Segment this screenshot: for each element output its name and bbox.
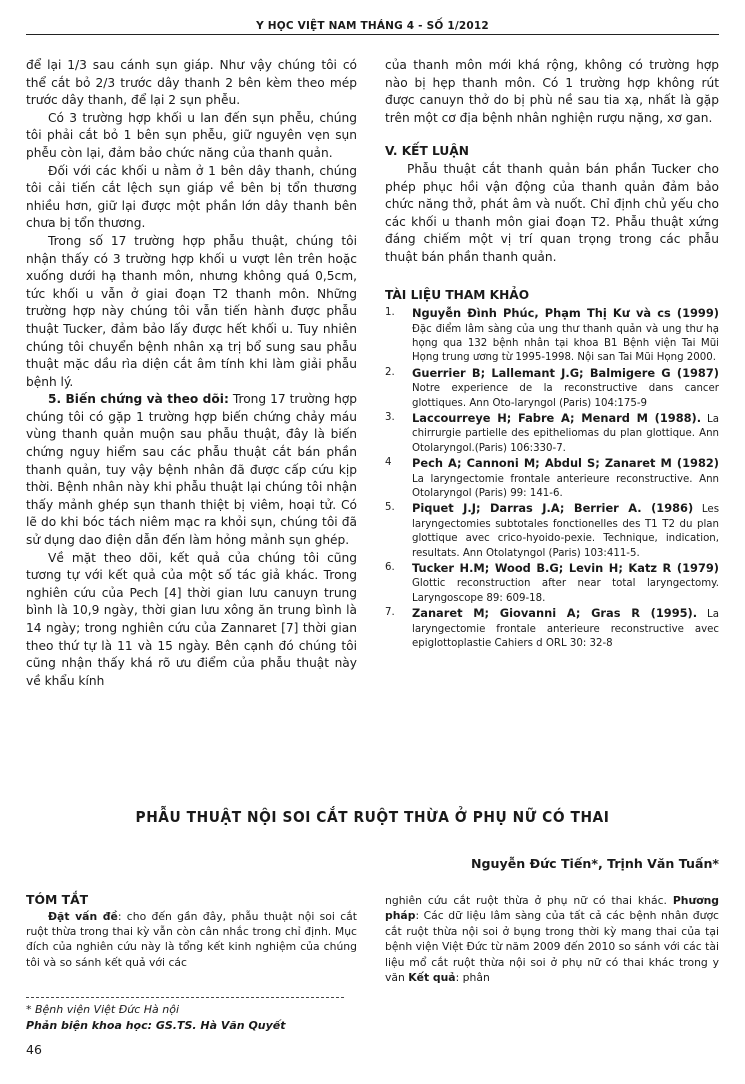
article-authors: Nguyễn Đức Tiến*, Trịnh Văn Tuấn* bbox=[470, 856, 719, 871]
paragraph: để lại 1/3 sau cánh sụn giáp. Như vậy chúng tôi có thể cắt bỏ 2/3 trước dây thanh 2 bên kèm theo mép trước dây thanh, để lại 2 sụn phễu. bbox=[26, 58, 357, 108]
header-divider bbox=[26, 34, 719, 35]
section-heading-references: TÀI LIỆU THAM KHẢO bbox=[385, 287, 530, 302]
reference-number: 2. bbox=[385, 366, 395, 378]
subsection-heading: 5. Biến chứng và theo dõi: bbox=[48, 392, 229, 407]
abstract-text: : Các dữ liệu lâm sàng của tất cả các bệnh nhân được cắt ruột thừa nội soi ở bụng trong thời kỳ mang thai của tại bệnh viện Việt Đức từ năm 2009 đến 2010 so sánh với các tài liệu mổ cắt ruột thừa nội soi ở phụ nữ có thai khác trong y văn bbox=[385, 909, 719, 985]
abstract-heading: TÓM TẮT bbox=[26, 892, 89, 907]
reference-authors: Zanaret M; Giovanni A; Gras R (1995). bbox=[412, 606, 698, 621]
reference-item bbox=[385, 501, 719, 561]
page-number: 46 bbox=[26, 1042, 42, 1057]
paragraph: Về mặt theo dõi, kết quả của chúng tôi cũng tương tự với kết quả của một số tác giả khác. Trong nghiên cứu của Pech [4] thời gian lưu canuyn trung bình là 10,9 ngày, thời gian lưu xông ăn trung bình là 14 ngày; trong nghiên cứu của Zannaret [7] thời gian theo thứ tự là 11 và 15 ngày. Bên cạnh đó chúng tôi cũng nhận thấy khá rõ ưu điểm của phẫu thuật này về khẩu kính bbox=[26, 550, 357, 688]
abstract-text: : cho đến gần đây, phẫu thuật nội soi cắt ruột thừa trong thai kỳ vẫn còn cân nhắc trong chỉ định. Mục đích của nghiên cứu này là tổng kết kinh nghiệm của chúng tôi và so sánh kết quả với các bbox=[26, 909, 357, 969]
footnote-affiliation: * Bệnh viện Việt Đức Hà nội bbox=[26, 1003, 180, 1016]
paragraph: Đối với các khối u nằm ở 1 bên dây thanh, chúng tôi cải tiến cắt lệch sụn giáp về bên bị tổn thương nhiều hơn, giữ lại được một phần lớn dây thanh bên chưa bị tổn thương. bbox=[26, 163, 357, 231]
section-heading-conclusion: V. KẾT LUẬN bbox=[385, 144, 469, 159]
reference-text: Les laryngectomies subtotales fonctionelles des T1 T2 du plan glottique avec crico-hyoido-pexie. Technique, indication, resultats. Ann Otolatyngol (Paris) 103:411-5. bbox=[412, 504, 719, 559]
reference-item bbox=[385, 306, 719, 366]
reference-authors: Piquet J.J; Darras J.A; Berrier A. (1986) bbox=[412, 501, 694, 516]
reference-text: La chirrurgie partielle des epitheliomas du plan glottique. Ann Otolaryngol.(Paris) 106:330-7. bbox=[412, 413, 719, 454]
paragraph: của thanh môn mới khá rộng, không có trường hợp nào bị hẹp thanh môn. Có 1 trường hợp không rút được canuyn thở do bị phù nề sau tia xạ, nhất là gặp trên một cơ địa bệnh nhân nghiện rượu nặng, xơ gan. bbox=[385, 58, 719, 125]
paragraph: Có 3 trường hợp khối u lan đến sụn phễu, chúng tôi phải cắt bỏ 1 bên sụn phễu, giữ nguyên vẹn sụn phễu còn lại, đảm bảo chức năng của thanh quản. bbox=[26, 110, 357, 160]
reference-number: 6. bbox=[385, 562, 395, 574]
abstract-text: nghiên cứu cắt ruột thừa ở phụ nữ có thai khác. bbox=[385, 894, 673, 907]
reference-number: 4 bbox=[385, 457, 392, 469]
reference-text: Glottic reconstruction after near total laryngectomy. Laryngoscope 89: 609-18. bbox=[412, 578, 719, 604]
paragraph-complications bbox=[26, 391, 357, 549]
reference-text: Đặc điểm lâm sàng của ung thư thanh quản và ung thư hạ họng qua 132 bệnh nhân tại khoa B1 Bệnh viện Tai Mũi Họng trung ương từ 1995-1998. Nội san Tai Mũi Họng 2000. bbox=[412, 323, 719, 364]
left-column bbox=[26, 57, 357, 690]
reference-number: 1. bbox=[385, 307, 395, 319]
abstract-label: Đặt vấn đề bbox=[48, 909, 118, 923]
reference-item bbox=[385, 411, 719, 456]
abstract-right bbox=[385, 893, 719, 985]
abstract-text: : phân bbox=[455, 971, 490, 985]
abstract-label: Kết quả bbox=[408, 971, 456, 985]
right-column bbox=[385, 57, 719, 651]
paragraph-conclusion: Phẫu thuật cắt thanh quản bán phần Tucker cho phép phục hồi vận động của thanh quản đảm bảo chức năng thở, phát âm và nuốt. Chỉ định chủ yếu cho các khối u thanh môn giai đoạn T2. Phẫu thuật xứng đáng chiếm một vị trí quan trọng trong các phẫu thuật bán phần thanh quản. bbox=[385, 161, 719, 264]
reference-text: La laryngectomie frontale anterieure reconstructive avec epiglottoplastie Cahiers d ORL 30: 32-8 bbox=[412, 609, 719, 650]
reference-authors: Nguyễn Đình Phúc, Phạm Thị Kư và cs (1999) bbox=[412, 306, 719, 321]
footnote-reviewer: Phản biện khoa học: GS.TS. Hà Văn Quyết bbox=[26, 1019, 286, 1032]
footnote-divider bbox=[26, 997, 344, 998]
reference-text: La laryngectomie frontale anterieure reconstructive. Ann Otolaryngol (Paris) 99: 141-6. bbox=[412, 473, 719, 499]
reference-item bbox=[385, 366, 719, 411]
abstract-paragraph bbox=[26, 909, 357, 971]
abstract-left bbox=[26, 891, 357, 970]
reference-number: 3. bbox=[385, 411, 395, 423]
journal-header: Y HỌC VIỆT NAM THÁNG 4 - SỐ 1/2012 bbox=[256, 20, 489, 32]
reference-number: 7. bbox=[385, 607, 395, 619]
paragraph-body: Trong 17 trường hợp chúng tôi có gặp 1 trường hợp biến chứng chảy máu vùng thanh quản muộn sau phẫu thuật, đây là biến chứng nguy hiểm sau các phẫu thuật cắt bán phần thanh quản, tuy vậy bệnh nhân đã được cấp cứu kịp thời. Bệnh nhân này khi phẫu thuật lại chúng tôi nhận thấy mảnh ghép sụn thanh thiệt bị viêm, hoại tử. Có lẽ do khi bóc tách niêm mạc ra khỏi sụn, chúng tôi đã sử dụng dao điện dẫn đến làm hỏng mảnh sụn ghép. bbox=[26, 392, 358, 548]
article-title: PHẪU THUẬT NỘI SOI CẮT RUỘT THỪA Ở PHỤ NỮ CÓ THAI bbox=[135, 808, 610, 826]
paragraph: Trong số 17 trường hợp phẫu thuật, chúng tôi nhận thấy có 3 trường hợp khối u vượt lên trên hoặc xuống dưới hạ thanh môn, nhưng không quá 0,5cm, tức khối u vẫn ở giai đoạn T2 thanh môn. Những trường hợp này chúng tôi vẫn tiến hành được phẫu thuật Tucker, đảm bảo lấy được hết khối u. Tuy nhiên chúng tôi chuyển bệnh nhân xạ trị bổ sung sau phẫu thuật mặc dầu rìa diện cắt âm tính khi làm giải phẫu bệnh lý. bbox=[26, 233, 357, 389]
reference-item bbox=[385, 561, 719, 606]
reference-list bbox=[385, 306, 719, 651]
abstract-label: Phương pháp bbox=[385, 894, 719, 923]
reference-authors: Laccourreye H; Fabre A; Menard M (1988). bbox=[412, 410, 702, 425]
reference-item bbox=[385, 606, 719, 651]
reference-item bbox=[385, 456, 719, 501]
reference-authors: Pech A; Cannoni M; Abdul S; Zanaret M (1982) bbox=[412, 456, 719, 471]
reference-text: Notre experience de la reconstructive dans cancer glottiques. Ann Oto-laryngol (Paris) 104:175-9 bbox=[412, 383, 719, 409]
reference-authors: Tucker H.M; Wood B.G; Levin H; Katz R (1979) bbox=[412, 561, 719, 576]
reference-authors: Guerrier B; Lallemant J.G; Balmigere G (1987) bbox=[412, 365, 719, 380]
reference-number: 5. bbox=[385, 502, 395, 514]
abstract-paragraph bbox=[385, 893, 719, 985]
